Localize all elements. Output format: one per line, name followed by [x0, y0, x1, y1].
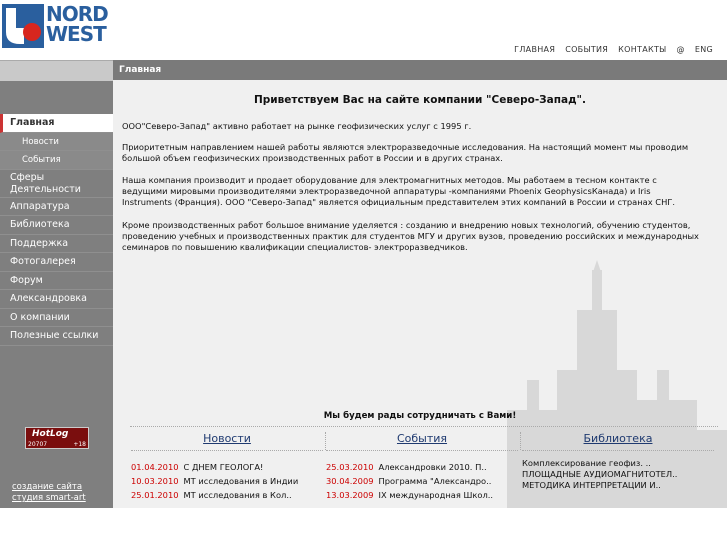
page-title-bar: Главная: [113, 60, 727, 80]
logo-word-nord: NORD: [46, 2, 108, 26]
intro-paragraph-3: Наша компания производит и продает оборудование для электромагнитных методов. Мы работаем в тесном контакте с ведущими мировыми производителями электроразведочной аппаратуры -компаниями Phoenix GeophysicsКанада) и Iris Instruments (Франция). ООО "Северо-Запад" является официальным представителем этих компаний в России и странах СНГ.: [122, 175, 676, 207]
column-separator: [520, 432, 521, 450]
menu-item-about[interactable]: О компании: [0, 309, 113, 328]
topnav-home[interactable]: ГЛАВНАЯ: [514, 45, 556, 54]
topnav-contacts[interactable]: КОНТАКТЫ: [618, 45, 667, 54]
topnav-english[interactable]: ENG: [694, 45, 713, 54]
news-date: 10.03.2010: [131, 476, 179, 486]
news-item[interactable]: [131, 475, 323, 487]
sidebar-menu: [0, 114, 113, 346]
menu-item-library[interactable]: Библиотека: [0, 216, 113, 235]
intro-paragraph-2: Приоритетным направлением нашей работы являются электроразведочные исследования. На настоящий момент мы проводим большой объем геофизических производственных работ в России и в других странах.: [122, 142, 689, 163]
news-column: [131, 432, 323, 501]
menu-item-gallery[interactable]: Фотогалерея: [0, 253, 113, 272]
news-item[interactable]: [131, 489, 323, 501]
events-item[interactable]: [326, 475, 518, 487]
menu-item-activities[interactable]: Сферы Деятельности: [0, 170, 113, 198]
site-credit: [12, 482, 86, 504]
news-title: С ДНЕМ ГЕОЛОГА!: [183, 462, 264, 472]
sidebar-top-band: [0, 60, 113, 81]
news-date: 01.04.2010: [131, 462, 179, 472]
topnav-email[interactable]: @: [676, 45, 685, 54]
menu-item-links[interactable]: Полезные ссылки: [0, 327, 113, 346]
menu-item-aleksandrovka[interactable]: Александровка: [0, 290, 113, 309]
intro-paragraph-1: ООО"Северо-Запад" активно работает на рынке геофизических услуг с 1995 г.: [122, 121, 472, 131]
menu-item-support[interactable]: Поддержка: [0, 235, 113, 254]
events-item[interactable]: [326, 489, 518, 501]
section-divider: [130, 426, 718, 427]
events-date: 13.03.2009: [326, 490, 374, 500]
counter-visits: 20707: [28, 441, 48, 448]
page-heading: Приветствуем Вас на сайте компании "Северо-Запад".: [253, 94, 587, 106]
news-title: МТ исследования в Индии: [183, 476, 299, 486]
events-title: Александровки 2010. П..: [378, 462, 487, 472]
menu-item-equipment[interactable]: Аппаратура: [0, 198, 113, 217]
topnav-events[interactable]: СОБЫТИЯ: [565, 45, 609, 54]
events-heading[interactable]: События: [326, 432, 518, 451]
events-date: 25.03.2010: [326, 462, 374, 472]
logo-word-west: WEST: [46, 22, 106, 46]
menu-item-home[interactable]: Главная: [0, 114, 113, 133]
news-item[interactable]: [131, 461, 323, 473]
library-heading[interactable]: Библиотека: [522, 432, 714, 451]
news-heading[interactable]: Новости: [131, 432, 323, 451]
events-item[interactable]: [326, 461, 518, 473]
library-item[interactable]: Комплексирование геофиз. ..: [522, 458, 651, 468]
menu-item-news[interactable]: Новости: [0, 133, 113, 152]
menu-item-events[interactable]: События: [0, 151, 113, 170]
events-title: Программа "Александро..: [378, 476, 492, 486]
intro-paragraph-4: Кроме производственных работ большое внимание уделяется : созданию и внедрению новых технологий, обучению студентов, проведению учебных и производственных практик для студентов МГУ и других вузов, проведению российских и международных семинаров по повышению квалификации специалистов- электроразведчиков.: [122, 220, 699, 252]
news-date: 25.01.2010: [131, 490, 179, 500]
library-item[interactable]: ПЛОЩАДНЫЕ АУДИОМАГНИТОТЕЛ..: [522, 469, 678, 479]
events-title: IX международная Школ..: [378, 490, 494, 500]
library-item[interactable]: МЕТОДИКА ИНТЕРПРЕТАЦИИ И..: [522, 480, 661, 490]
top-navigation: [514, 45, 713, 54]
hotlog-counter[interactable]: [25, 427, 89, 449]
menu-item-forum[interactable]: Форум: [0, 272, 113, 291]
counter-age: +18: [73, 441, 86, 448]
events-column: [326, 432, 518, 501]
news-title: МТ исследования в Кол..: [183, 490, 292, 500]
page-footer-space: [0, 508, 727, 545]
counter-brand: HotLog: [32, 429, 69, 439]
logo[interactable]: [0, 0, 113, 60]
events-date: 30.04.2009: [326, 476, 374, 486]
credit-link-2[interactable]: студия smart-art: [12, 493, 86, 503]
nordwest-logo-icon: [2, 4, 44, 48]
library-column: [522, 432, 714, 491]
invite-text: Мы будем рады сотрудничать с Вами!: [323, 411, 517, 421]
credit-link-1[interactable]: создание сайта: [12, 482, 83, 492]
